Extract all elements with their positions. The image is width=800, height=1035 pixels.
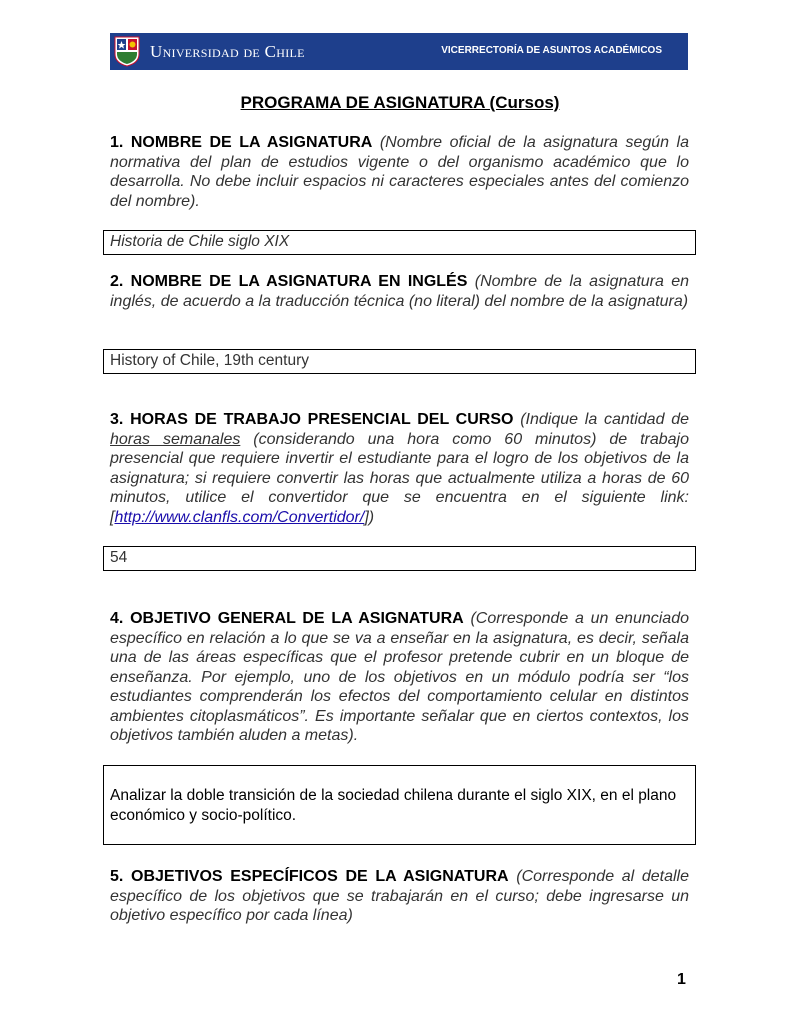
section-4-description: (Corresponde a un enunciado específico en relación a lo que se va a enseñar en la asignatura, es decir, señala una de las áreas específicas que el profesor pretende cubrir en un bloque de enseñanza. Por ejemplo, uno de los objetivos en un módulo podría ser “los estudiantes comprenderán los efectos del comportamiento celular en distintos ambientes citoplasmáticos”. Es importante señalar que en ciertos contextos, los objetivos también aluden a metas). [110,610,690,744]
section-5 [110,867,689,926]
header-banner [110,33,688,70]
general-objective-answer: Analizar la doble transición de la sociedad chilena durante el siglo XIX, en el plano económico y socio-político. [103,765,696,845]
document-title: PROGRAMA DE ASIGNATURA (Cursos) [240,93,560,112]
section-1-description: (Nombre oficial de la asignatura según la normativa del plan de estudios vigente o del organismo académico que lo desarrolla. No debe incluir espacios ni caracteres especiales antes del comienzo del nombre). [110,134,690,210]
section-4-heading: 4. OBJETIVO GENERAL DE LA ASIGNATURA [110,610,464,627]
converter-link[interactable]: http://www.clanfls.com/Convertidor/ [114,508,365,526]
university-crest-icon [114,36,140,67]
university-name: Universidad de Chile [150,42,305,61]
vicerrectoria-label: VICERRECTORÍA DE ASUNTOS ACADÉMICOS [441,45,662,56]
section-3-heading: 3. HORAS DE TRABAJO PRESENCIAL DEL CURSO [110,411,514,428]
course-name-answer: Historia de Chile siglo XIX [103,230,696,255]
section-3-description: (Indique la cantidad de horas semanales (considerando una hora como 60 minutos) de trabajo presencial que requiere invertir el estudiante para el logro de los objetivos de la asignatura; si requiere convertir las horas que actualmente utiliza a horas de 60 minutos, utilice el convertidor que se encuentra en el siguiente link: [http://www.clanfls.com/Convertidor/]) [110,411,690,526]
section-2-description: (Nombre de la asignatura en inglés, de acuerdo a la traducción técnica (no literal) del nombre de la asignatura) [110,273,690,310]
section-4 [110,609,689,746]
section-5-description: (Corresponde al detalle específico de los objetivos que se trabajarán en el curso; debe ingresarse un objetivo específico por cada línea) [110,868,689,924]
section-5-heading: 5. OBJETIVOS ESPECÍFICOS DE LA ASIGNATURA [110,868,509,885]
section-2 [110,272,689,311]
section-1 [110,133,689,211]
section-3 [110,410,689,527]
page-number: 1 [677,971,686,988]
course-name-english-answer: History of Chile, 19th century [103,349,696,374]
section-1-heading: 1. NOMBRE DE LA ASIGNATURA [110,134,373,151]
hours-answer: 54 [103,546,696,571]
section-2-heading: 2. NOMBRE DE LA ASIGNATURA EN INGLÉS [110,273,468,290]
weekly-hours-underlined: horas semanales [110,430,241,448]
